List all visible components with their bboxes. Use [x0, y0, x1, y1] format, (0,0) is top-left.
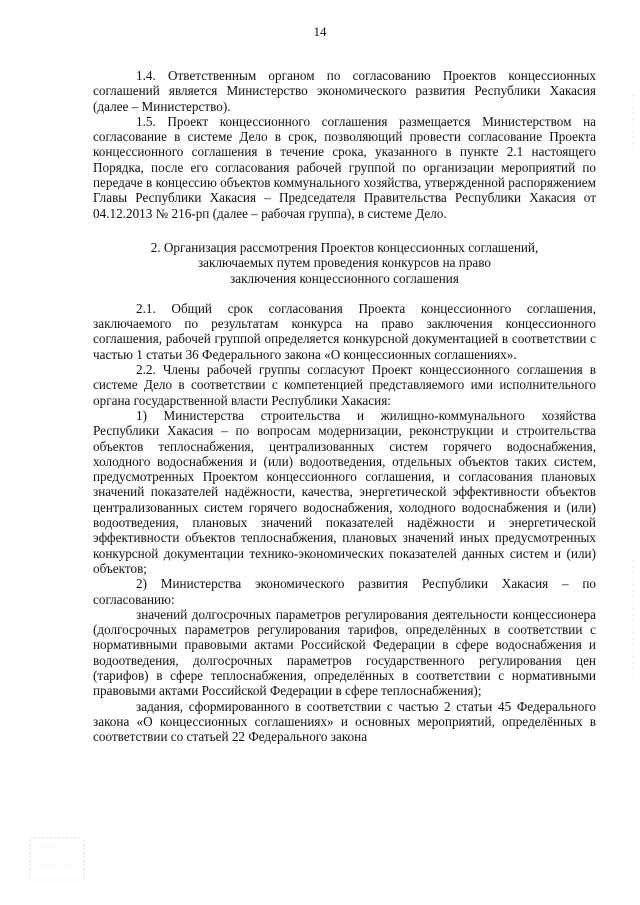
document-body	[93, 68, 596, 744]
scan-margin-dots-top	[633, 95, 634, 155]
page-number: 14	[313, 24, 327, 39]
paragraph-2-2: 2.2. Члены рабочей группы согласуют Проект концессионного соглашения в системе Дело в соответствии с компетенцией представляемого ими исполнительного органа государственной власти Республики Хакасия:	[93, 362, 596, 408]
paragraph-item-2: 2) Министерства экономического развития Республики Хакасия – по согласованию:	[93, 576, 596, 607]
scan-margin-dots-middle	[633, 560, 634, 680]
paragraph-1-4: 1.4. Ответственным органом по согласованию Проектов концессионных соглашений является Министерство экономического развития Республики Хакасия (далее – Министерство).	[93, 68, 596, 114]
section-heading-line-1: 2. Организация рассмотрения Проектов концессионных соглашений,	[150, 239, 539, 255]
paragraph-1-5: 1.5. Проект концессионного соглашения размещается Министерством на согласование в системе Дело в срок, позволяющий провести согласование Проекта концессионного соглашения в течение срока, указанного в пункте 2.1 настоящего Порядка, после его согласования рабочей группой по организации мероприятий по передаче в концессию объектов коммунального хозяйства, утвержденной распоряжением Главы Республики Хакасия – Председателя Правительства Республики Хакасия от 04.12.2013 № 216-рп (далее – рабочая группа), в системе Дело.	[93, 113, 596, 221]
section-heading-line-3: заключения концессионного соглашения	[230, 270, 459, 286]
paragraph-2-1: 2.1. Общий срок согласования Проекта концессионного соглашения, заключаемого по результатам конкурса на право заключения концессионного соглашения, рабочей группой определяется конкурсной документацией в соответствии с частью 1 статьи 36 Федерального закона «О концессионных соглашениях».	[93, 300, 596, 362]
paragraph-item-1: 1) Министерства строительства и жилищно-коммунального хозяйства Республики Хакасия – по вопросам модернизации, реконструкции и строительства объектов теплоснабжения, централизованных систем горячего водоснабжения, холодного водоснабжения и (или) водоотведения, отдельных объектов таких систем, предусмотренных Проектом концессионного соглашения, и согласования плановых значений показателей надёжности, качества, энергетической эффективности объектов централизованных систем горячего водоснабжения, холодного водоснабжения и (или) водоотведения, плановых значений показателей надёжности и энергетической эффективности объектов теплоснабжения, плановых значений иных предусмотренных конкурсной документации технико-экономических показателей данных систем и (или) объектов;	[93, 407, 596, 576]
section-heading	[93, 240, 596, 286]
scan-artifact-icon	[28, 836, 86, 882]
paragraph-values: значений долгосрочных параметров регулирования деятельности концессионера (долгосрочных параметров регулирования тарифов, определённых в соответствии с нормативными правовыми актами Российской Федерации в сфере водоснабжения и водоотведения, долгосрочных параметров государственного регулирования цен (тарифов) в сфере теплоснабжения, определённых в соответствии с нормативными правовыми актами Российской Федерации в сфере теплоснабжения);	[93, 606, 596, 699]
paragraph-tasks: задания, сформированного в соответствии с частью 2 статьи 45 Федерального закона «О концессионных соглашениях» и основных мероприятий, определённых в соответствии со статьей 22 Федерального закона	[93, 698, 596, 745]
section-heading-line-2: заключаемых путем проведения конкурсов на право	[197, 255, 492, 271]
